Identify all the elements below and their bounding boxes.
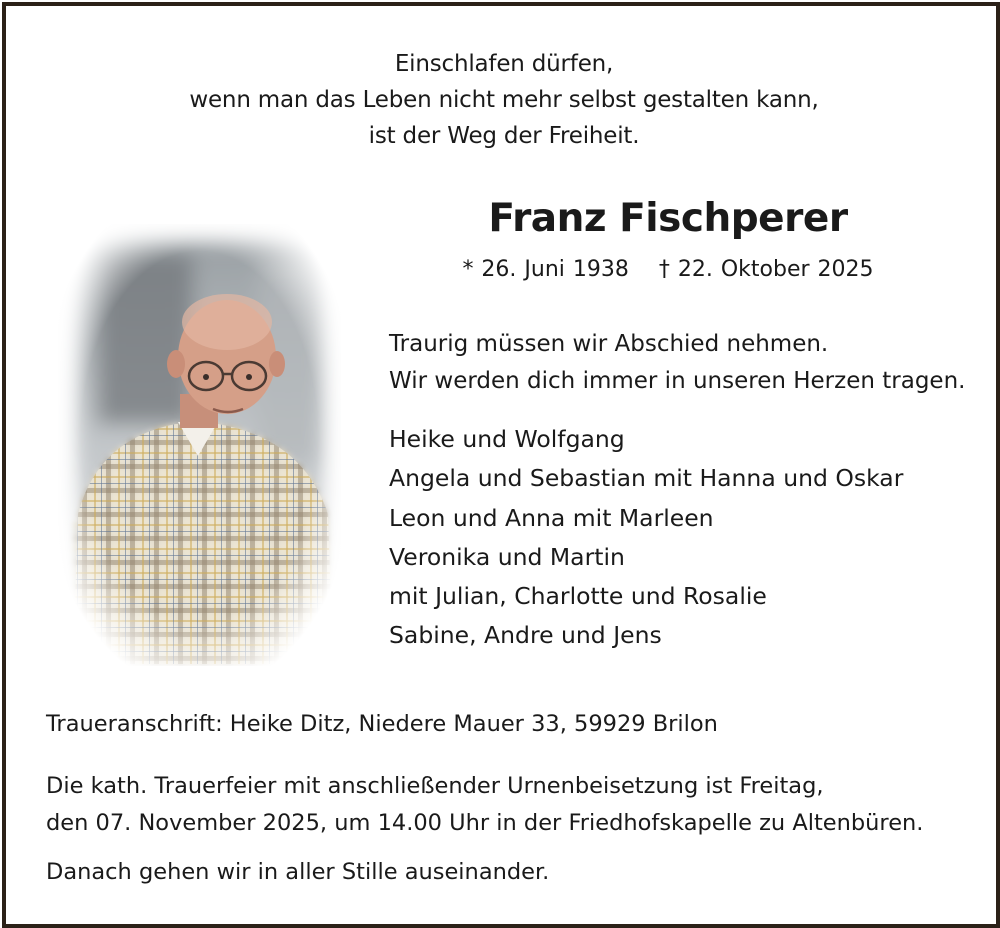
mourner-line: mit Julian, Charlotte und Rosalie: [389, 582, 767, 611]
portrait-photo: [58, 224, 341, 666]
deceased-name: Franz Fischperer: [488, 196, 848, 241]
mourning-address: Traueranschrift: Heike Ditz, Niedere Mauer 33, 59929 Brilon: [46, 711, 718, 737]
ceremony-info: [46, 768, 923, 842]
birth-date: * 26. Juni 1938: [462, 257, 629, 282]
quote-line: ist der Weg der Freiheit.: [368, 123, 640, 149]
quote-line: wenn man das Leben nicht mehr selbst gestalten kann,: [189, 87, 819, 113]
mourner-line: Leon und Anna mit Marleen: [389, 503, 714, 532]
death-date: † 22. Oktober 2025: [658, 257, 874, 282]
life-dates: [388, 257, 948, 282]
quote: [6, 46, 1000, 154]
obituary-card: [2, 2, 1000, 928]
message-line: Traurig müssen wir Abschied nehmen.: [389, 331, 829, 357]
ceremony-line: den 07. November 2025, um 14.00 Uhr in der Friedhofskapelle zu Altenbüren.: [46, 810, 924, 836]
closing-note: Danach gehen wir in aller Stille auseinander.: [46, 859, 550, 885]
ceremony-line: Die kath. Trauerfeier mit anschließender Urnenbeisetzung ist Freitag,: [46, 773, 824, 799]
mourners-list: [389, 420, 903, 656]
quote-line: Einschlafen dürfen,: [394, 51, 614, 77]
mourner-line: Sabine, Andre und Jens: [389, 621, 662, 650]
mourner-line: Veronika und Martin: [389, 542, 625, 571]
mourner-line: Heike und Wolfgang: [389, 425, 625, 453]
farewell-message: [389, 326, 965, 400]
mourner-line: Angela und Sebastian mit Hanna und Oskar: [389, 464, 904, 493]
message-line: Wir werden dich immer in unseren Herzen tragen.: [389, 368, 966, 394]
